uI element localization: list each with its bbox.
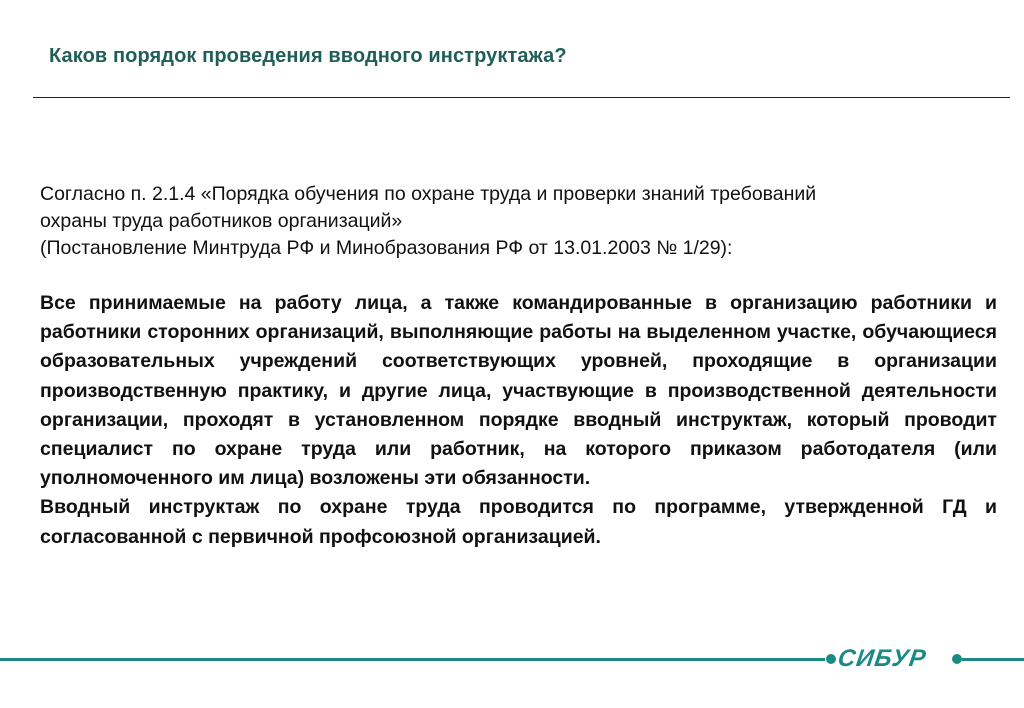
footer-dot xyxy=(952,654,962,664)
slide-content xyxy=(40,181,997,552)
intro-line: охраны труда работников организаций» xyxy=(40,210,403,232)
intro-line: (Постановление Минтруда РФ и Минобразования РФ от 13.01.2003 № 1/29): xyxy=(40,237,733,259)
main-paragraph: Все принимаемые на работу лица, а также командированные в организацию работники и работники сторонних организаций, выполняющие работы на выделенном участке, обучающиеся образовательных учреждений соответствующих уровней, проходящие в организации производственную практику, и другие лица, участвующие в производственной деятельности организации, проходят в установленном порядке вводный инструктаж, который проводит специалист по охране труда или работник, на которого приказом работодателя (или уполномоченного им лица) возложены эти обязанности. xyxy=(40,292,997,490)
main-paragraph: Вводный инструктаж по охране труда проводится по программе, утвержденной ГД и согласованной с первичной профсоюзной организацией. xyxy=(40,496,997,548)
sibur-logo: СИБУР xyxy=(836,645,929,672)
footer-line xyxy=(962,658,1024,661)
title-divider xyxy=(33,97,1010,98)
intro-text xyxy=(40,181,997,262)
slide-title: Каков порядок проведения вводного инструктажа? xyxy=(49,45,567,67)
intro-line: Согласно п. 2.1.4 «Порядка обучения по охране труда и проверки знаний требований xyxy=(40,183,817,205)
main-text xyxy=(40,289,997,552)
footer-line xyxy=(0,658,825,661)
footer-dot xyxy=(826,654,836,664)
